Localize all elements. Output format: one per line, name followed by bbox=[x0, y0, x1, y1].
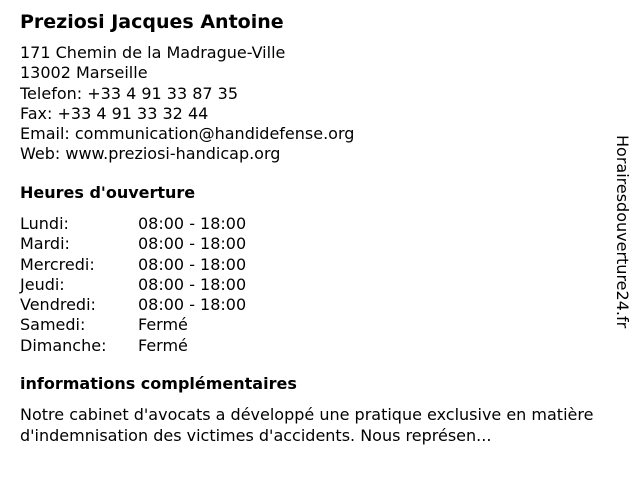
hours-row bbox=[20, 255, 246, 275]
address-city: 13002 Marseille bbox=[20, 63, 148, 83]
day-label: Lundi: bbox=[20, 214, 69, 233]
hours-heading: Heures d'ouverture bbox=[20, 183, 196, 202]
fax-number: Fax: +33 4 91 33 32 44 bbox=[20, 103, 209, 123]
day-hours: 08:00 - 18:00 bbox=[138, 274, 247, 294]
opening-hours-table bbox=[20, 214, 246, 356]
day-label: Dimanche: bbox=[20, 335, 107, 355]
hours-row bbox=[20, 214, 246, 234]
day-hours: 08:00 - 18:00 bbox=[138, 254, 247, 274]
email-address: Email: communication@handidefense.org bbox=[20, 124, 355, 144]
hours-row bbox=[20, 275, 246, 295]
day-label: Mardi: bbox=[20, 234, 70, 254]
website-address: Web: www.preziosi-handicap.org bbox=[20, 144, 281, 164]
day-label: Vendredi: bbox=[20, 295, 96, 315]
hours-row bbox=[20, 234, 246, 254]
hours-row bbox=[20, 315, 246, 335]
business-name: Preziosi Jacques Antoine bbox=[20, 11, 284, 33]
address-street: 171 Chemin de la Madrague-Ville bbox=[20, 43, 286, 62]
hours-row bbox=[20, 336, 246, 356]
day-hours: 08:00 - 18:00 bbox=[138, 234, 247, 254]
hours-row bbox=[20, 295, 246, 315]
info-heading: informations complémentaires bbox=[20, 374, 297, 393]
day-hours: Fermé bbox=[138, 335, 188, 355]
day-hours: 08:00 - 18:00 bbox=[138, 295, 247, 315]
day-label: Jeudi: bbox=[20, 274, 65, 294]
business-listing bbox=[20, 10, 610, 445]
day-hours: 08:00 - 18:00 bbox=[138, 214, 247, 233]
contact-block bbox=[20, 43, 610, 165]
info-description: Notre cabinet d'avocats a développé une pratique exclusive en matière d'indemnisation des victimes d'accidents. Nous représen... bbox=[20, 405, 594, 445]
day-label: Samedi: bbox=[20, 315, 86, 335]
phone-number: Telefon: +33 4 91 33 87 35 bbox=[20, 83, 239, 103]
day-hours: Fermé bbox=[138, 315, 188, 335]
day-label: Mercredi: bbox=[20, 254, 95, 274]
site-watermark: Horairesdouverture24.fr bbox=[613, 135, 632, 329]
